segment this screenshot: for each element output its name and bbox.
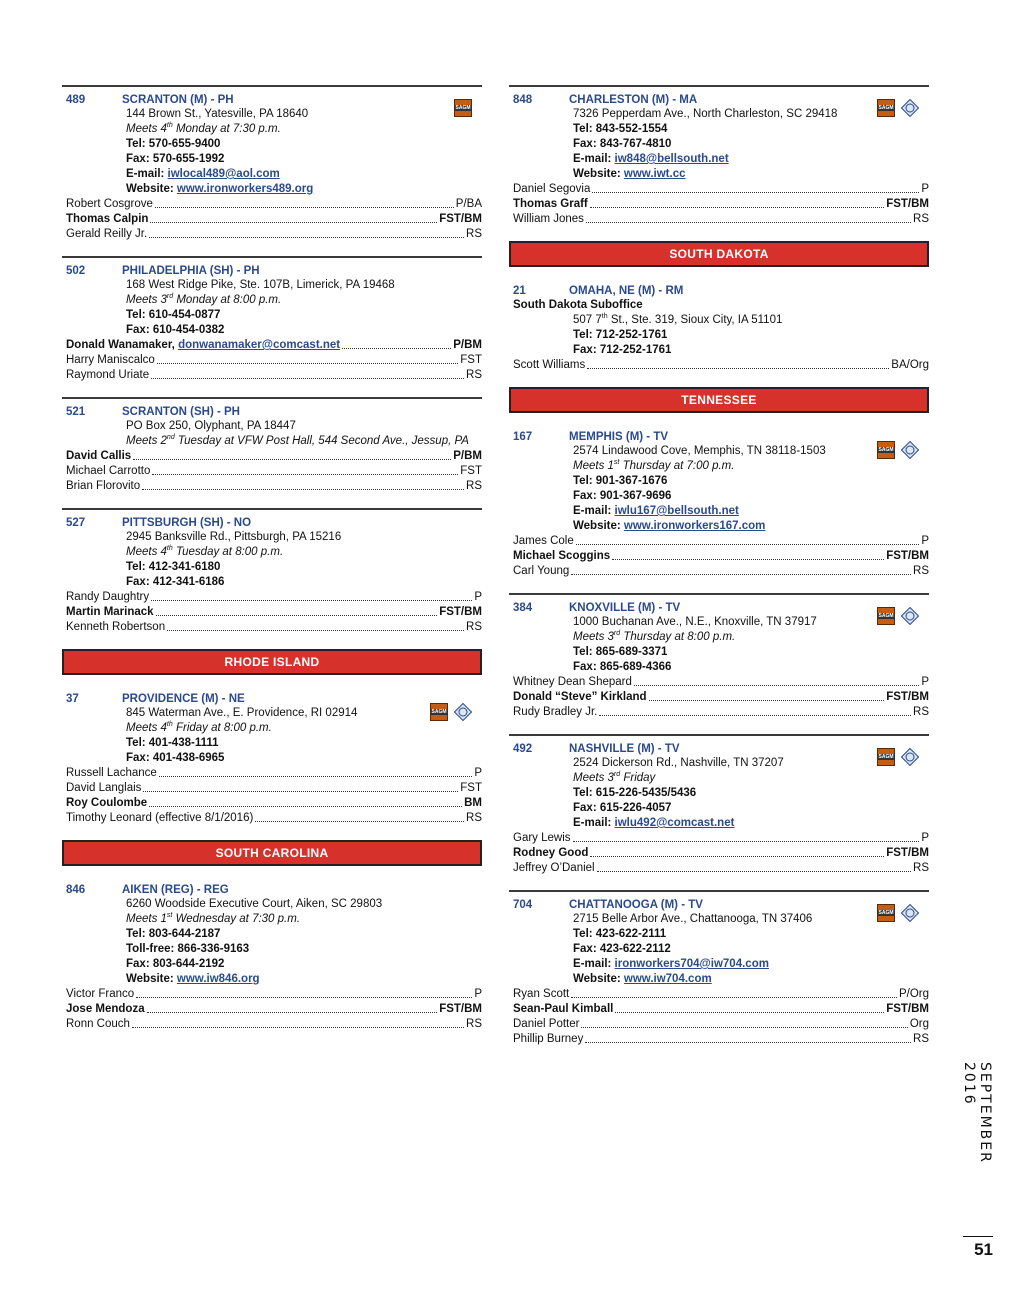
telephone: Tel: 412-341-6180 bbox=[126, 561, 221, 573]
left-column bbox=[62, 85, 482, 1046]
email-line: E-mail: iwlocal489@aol.com bbox=[126, 168, 280, 180]
officer-row: James Cole P bbox=[513, 535, 929, 547]
fax: Fax: 570-655-1992 bbox=[126, 153, 225, 165]
local-name: MEMPHIS (M) - TV bbox=[569, 430, 669, 443]
entry-logos bbox=[877, 99, 919, 117]
fax: Fax: 423-622-2112 bbox=[573, 943, 671, 955]
local-entry-37 bbox=[62, 691, 482, 826]
local-number: 848 bbox=[513, 93, 533, 106]
local-entry-704 bbox=[509, 890, 929, 1047]
officer-row: Michael Carrotto FST bbox=[66, 465, 482, 477]
footer-rule bbox=[963, 1236, 993, 1237]
local-number: 37 bbox=[66, 692, 79, 705]
address: PO Box 250, Olyphant, PA 18447 bbox=[126, 420, 296, 432]
iw-diamond-logo-icon bbox=[901, 99, 919, 117]
officer-row: Thomas Calpin FST/BM bbox=[66, 213, 482, 225]
telephone: Tel: 712-252-1761 bbox=[573, 329, 668, 341]
iw-diamond-logo-icon bbox=[901, 441, 919, 459]
officer-row: Randy Daughtry P bbox=[66, 591, 482, 603]
entry-logos bbox=[877, 441, 919, 459]
local-number: 384 bbox=[513, 601, 533, 614]
local-entry-846 bbox=[62, 882, 482, 1032]
officer-row: Daniel Segovia P bbox=[513, 183, 929, 195]
officer-row: Victor Franco P bbox=[66, 988, 482, 1000]
address: 7326 Pepperdam Ave., North Charleston, SC 29418 bbox=[573, 108, 838, 120]
officer-row: David Callis P/BM bbox=[66, 450, 482, 462]
local-name: SCRANTON (SH) - PH bbox=[122, 405, 240, 418]
iw-diamond-logo-icon bbox=[901, 748, 919, 766]
officer-row: Sean-Paul Kimball FST/BM bbox=[513, 1003, 929, 1015]
meeting-info: Meets 4th Monday at 7:30 p.m. bbox=[126, 122, 281, 135]
address: 507 7th St., Ste. 319, Sioux City, IA 51101 bbox=[573, 313, 783, 326]
local-name: NASHVILLE (M) - TV bbox=[569, 742, 680, 755]
address: 845 Waterman Ave., E. Providence, RI 02914 bbox=[126, 707, 358, 719]
local-name: PITTSBURGH (SH) - NO bbox=[122, 516, 252, 529]
local-entry-489 bbox=[62, 85, 482, 242]
officer-row: Gary Lewis P bbox=[513, 832, 929, 844]
email-line: E-mail: iw848@bellsouth.net bbox=[573, 153, 729, 165]
toll-free: Toll-free: 866-336-9163 bbox=[126, 943, 250, 955]
sagm-logo-icon: SAGM bbox=[877, 607, 895, 625]
officer-row: Robert Cosgrove P/BA bbox=[66, 198, 482, 210]
iw-diamond-logo-icon bbox=[901, 607, 919, 625]
website-line: Website: www.iw846.org bbox=[126, 973, 260, 985]
email-line: E-mail: iwlu167@bellsouth.net bbox=[573, 505, 739, 517]
address: 2524 Dickerson Rd., Nashville, TN 37207 bbox=[573, 757, 784, 769]
officer-row: Jose Mendoza FST/BM bbox=[66, 1003, 482, 1015]
address: 2574 Lindawood Cove, Memphis, TN 38118-1503 bbox=[573, 445, 826, 457]
address: 168 West Ridge Pike, Ste. 107B, Limerick, PA 19468 bbox=[126, 279, 395, 291]
meeting-info: Meets 3rd Monday at 8:00 p.m. bbox=[126, 293, 282, 306]
email-link[interactable]: iwlocal489@aol.com bbox=[167, 168, 280, 180]
local-number: 492 bbox=[513, 742, 533, 755]
state-banner-south-carolina: SOUTH CAROLINA bbox=[62, 840, 482, 866]
website-line: Website: www.ironworkers167.com bbox=[573, 520, 766, 532]
email-link[interactable]: iw848@bellsouth.net bbox=[614, 153, 729, 165]
meeting-info: Meets 3rd Friday bbox=[573, 771, 656, 784]
local-name: CHARLESTON (M) - MA bbox=[569, 93, 698, 106]
local-entry-502 bbox=[62, 256, 482, 383]
local-number: 502 bbox=[66, 264, 86, 277]
website-link[interactable]: www.iw846.org bbox=[176, 973, 260, 985]
officer-row: William Jones RS bbox=[513, 213, 929, 225]
meeting-info: Meets 1st Thursday at 7:00 p.m. bbox=[573, 459, 735, 472]
fax: Fax: 865-689-4366 bbox=[573, 661, 672, 673]
telephone: Tel: 610-454-0877 bbox=[126, 309, 221, 321]
local-number: 489 bbox=[66, 93, 86, 106]
page-number: 51 bbox=[974, 1240, 993, 1259]
email-link[interactable]: donwanamaker@comcast.net bbox=[178, 339, 341, 351]
fax: Fax: 401-438-6965 bbox=[126, 752, 225, 764]
officer-row: Harry Maniscalco FST bbox=[66, 354, 482, 366]
officer-row: Jeffrey O’Daniel RS bbox=[513, 862, 929, 874]
local-name: SCRANTON (M) - PH bbox=[122, 93, 234, 106]
telephone: Tel: 901-367-1676 bbox=[573, 475, 668, 487]
entry-logos bbox=[454, 99, 472, 117]
address: 1000 Buchanan Ave., N.E., Knoxville, TN 37917 bbox=[573, 616, 817, 628]
officer-row: Whitney Dean Shepard P bbox=[513, 676, 929, 688]
sagm-logo-icon: SAGM bbox=[877, 904, 895, 922]
fax: Fax: 615-226-4057 bbox=[573, 802, 672, 814]
local-name: AIKEN (REG) - REG bbox=[122, 883, 229, 896]
officer-row: Brian Florovito RS bbox=[66, 480, 482, 492]
entry-logos bbox=[877, 748, 919, 766]
website-line: Website: www.iwt.cc bbox=[573, 168, 686, 180]
officer-row: Raymond Uriate RS bbox=[66, 369, 482, 381]
local-entry-521 bbox=[62, 397, 482, 494]
officer-row: Donald Wanamaker, donwanamaker@comcast.net P/BM bbox=[66, 339, 482, 351]
state-banner-rhode-island: RHODE ISLAND bbox=[62, 649, 482, 675]
officer-row: Ryan Scott P/Org bbox=[513, 988, 929, 1000]
local-name: OMAHA, NE (M) - RM bbox=[569, 284, 684, 297]
officer-row: Michael Scoggins FST/BM bbox=[513, 550, 929, 562]
telephone: Tel: 843-552-1554 bbox=[573, 123, 668, 135]
website-line: Website: www.iw704.com bbox=[573, 973, 712, 985]
sagm-logo-icon: SAGM bbox=[430, 703, 448, 721]
local-entry-527 bbox=[62, 508, 482, 635]
officer-row: Donald “Steve” Kirkland FST/BM bbox=[513, 691, 929, 703]
officer-row: Rodney Good FST/BM bbox=[513, 847, 929, 859]
website-link[interactable]: www.iwt.cc bbox=[623, 168, 686, 180]
officer-row: David Langlais FST bbox=[66, 782, 482, 794]
officer-row: Russell Lachance P bbox=[66, 767, 482, 779]
officer-row: Daniel Potter Org bbox=[513, 1018, 929, 1030]
local-entry-167 bbox=[509, 429, 929, 579]
iw-diamond-logo-icon bbox=[454, 703, 472, 721]
telephone: Tel: 865-689-3371 bbox=[573, 646, 668, 658]
officer-row: Martin Marinack FST/BM bbox=[66, 606, 482, 618]
address: 6260 Woodside Executive Court, Aiken, SC 29803 bbox=[126, 898, 383, 910]
officer-row: Carl Young RS bbox=[513, 565, 929, 577]
local-number: 21 bbox=[513, 284, 526, 297]
local-number: 167 bbox=[513, 430, 533, 443]
local-number: 846 bbox=[66, 883, 86, 896]
email-line: E-mail: ironworkers704@iw704.com bbox=[573, 958, 769, 970]
telephone: Tel: 423-622-2111 bbox=[573, 928, 667, 940]
local-entry-384 bbox=[509, 593, 929, 720]
sagm-logo-icon: SAGM bbox=[877, 748, 895, 766]
telephone: Tel: 803-644-2187 bbox=[126, 928, 221, 940]
entry-logos bbox=[877, 904, 919, 922]
local-number: 527 bbox=[66, 516, 86, 529]
officer-row: Timothy Leonard (effective 8/1/2016) RS bbox=[66, 812, 482, 824]
local-name: KNOXVILLE (M) - TV bbox=[569, 601, 681, 614]
email-link[interactable]: iwlu167@bellsouth.net bbox=[614, 505, 739, 517]
fax: Fax: 412-341-6186 bbox=[126, 576, 225, 588]
local-entry-21 bbox=[509, 283, 929, 373]
officer-row: Thomas Graff FST/BM bbox=[513, 198, 929, 210]
sagm-logo-icon: SAGM bbox=[454, 99, 472, 117]
address: 2945 Banksville Rd., Pittsburgh, PA 15216 bbox=[126, 531, 342, 543]
telephone: Tel: 401-438-1111 bbox=[126, 737, 219, 749]
local-number: 704 bbox=[513, 898, 533, 911]
right-column bbox=[509, 85, 929, 1061]
officer-row: Rudy Bradley Jr. RS bbox=[513, 706, 929, 718]
entry-logos bbox=[877, 607, 919, 625]
email-line: E-mail: iwlu492@comcast.net bbox=[573, 817, 735, 829]
officer-row: Ronn Couch RS bbox=[66, 1018, 482, 1030]
local-name: PROVIDENCE (M) - NE bbox=[122, 692, 245, 705]
state-banner-south-dakota: SOUTH DAKOTA bbox=[509, 241, 929, 267]
fax: Fax: 712-252-1761 bbox=[573, 344, 672, 356]
fax: Fax: 803-644-2192 bbox=[126, 958, 225, 970]
local-entry-848 bbox=[509, 85, 929, 227]
local-entry-492 bbox=[509, 734, 929, 876]
local-name: PHILADELPHIA (SH) - PH bbox=[122, 264, 260, 277]
sagm-logo-icon: SAGM bbox=[877, 441, 895, 459]
local-number: 521 bbox=[66, 405, 86, 418]
address: 144 Brown St., Yatesville, PA 18640 bbox=[126, 108, 309, 120]
website-link[interactable]: www.ironworkers489.org bbox=[176, 183, 314, 195]
officer-row: Roy Coulombe BM bbox=[66, 797, 482, 809]
meeting-info: Meets 2nd Tuesday at VFW Post Hall, 544 Second Ave., Jessup, PA bbox=[126, 434, 469, 447]
fax: Fax: 610-454-0382 bbox=[126, 324, 225, 336]
issue-date-label: SEPTEMBER 2016 bbox=[961, 1062, 993, 1164]
website-line: Website: www.ironworkers489.org bbox=[126, 183, 314, 195]
website-link[interactable]: www.ironworkers167.com bbox=[623, 520, 766, 532]
telephone: Tel: 570-655-9400 bbox=[126, 138, 221, 150]
address: 2715 Belle Arbor Ave., Chattanooga, TN 37406 bbox=[573, 913, 813, 925]
email-link[interactable]: iwlu492@comcast.net bbox=[614, 817, 735, 829]
meeting-info: Meets 3rd Thursday at 8:00 p.m. bbox=[573, 630, 736, 643]
meeting-info: Meets 4th Tuesday at 8:00 p.m. bbox=[126, 545, 284, 558]
website-link[interactable]: www.iw704.com bbox=[623, 973, 712, 985]
suboffice-label: South Dakota Suboffice bbox=[513, 299, 643, 311]
telephone: Tel: 615-226-5435/5436 bbox=[573, 787, 697, 799]
local-name: CHATTANOOGA (M) - TV bbox=[569, 898, 703, 911]
officer-row: Gerald Reilly Jr. RS bbox=[66, 228, 482, 240]
officer-row: Scott Williams BA/Org bbox=[513, 359, 929, 371]
state-banner-tennessee: TENNESSEE bbox=[509, 387, 929, 413]
iw-diamond-logo-icon bbox=[901, 904, 919, 922]
email-link[interactable]: ironworkers704@iw704.com bbox=[614, 958, 769, 970]
officer-row: Phillip Burney RS bbox=[513, 1033, 929, 1045]
sagm-logo-icon: SAGM bbox=[877, 99, 895, 117]
officer-row: Kenneth Robertson RS bbox=[66, 621, 482, 633]
meeting-info: Meets 1st Wednesday at 7:30 p.m. bbox=[126, 912, 301, 925]
entry-logos bbox=[430, 703, 472, 721]
fax: Fax: 901-367-9696 bbox=[573, 490, 672, 502]
meeting-info: Meets 4th Friday at 8:00 p.m. bbox=[126, 721, 272, 734]
fax: Fax: 843-767-4810 bbox=[573, 138, 672, 150]
